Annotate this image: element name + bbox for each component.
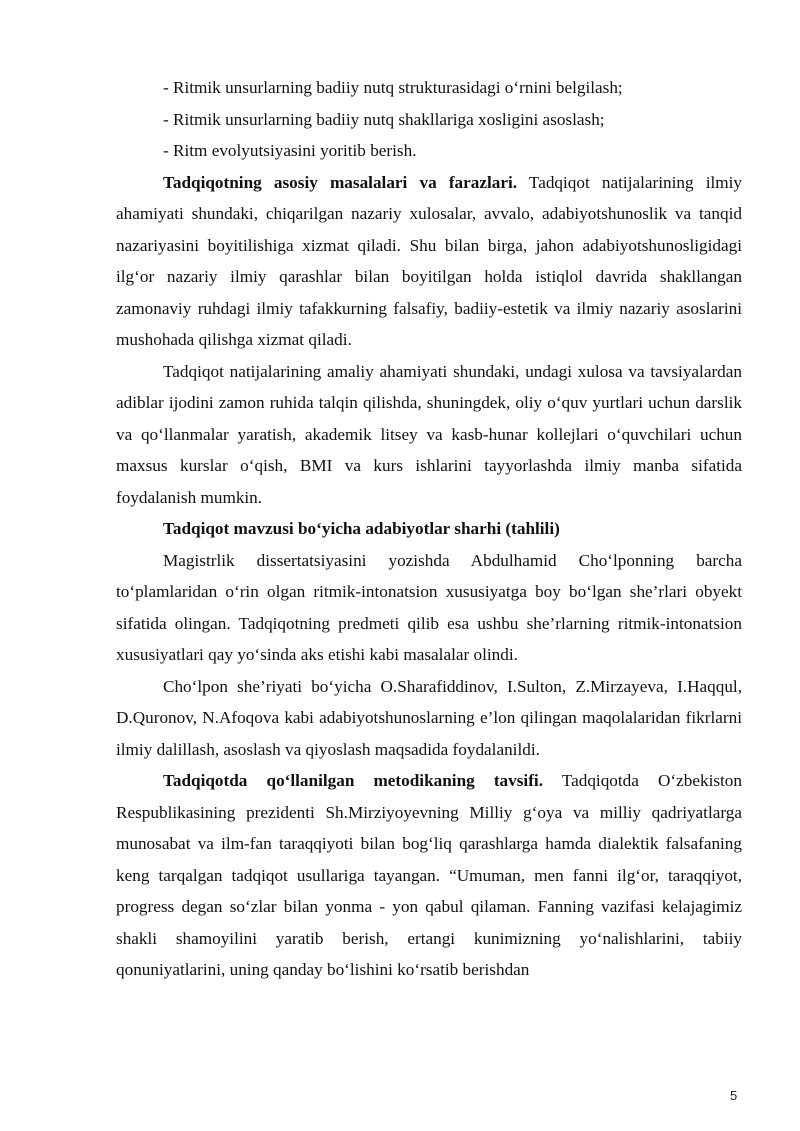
list-item-2: - Ritmik unsurlarning badiiy nutq shakllariga xosligini asoslash; [163, 109, 605, 129]
tasks-text: Tadqiqot natijalarining ilmiy ahamiyati shundaki, chiqarilgan nazariy xulosalar, avvalo, adabiyotshunoslik va tanqid nazariyasini boyitilishiga xizmat qiladi. Shu bilan birga, jahon adabiyotshunosligidagi ilg‘or nazariy ilmiy qarashlar bilan boyitilgan holda istiqlol davrida shakllangan zamonaviy ruhdagi ilmiy tafakkurning falsafiy, badiiy-estetik va ilmiy nazariy asoslarini mushohada qilishga xizmat qiladi. [116, 172, 742, 349]
section-heading-review [116, 513, 742, 545]
paragraph-practical: Tadqiqot natijalarining amaliy ahamiyati shundaki, undagi xulosa va tavsiyalardan adiblar ijodini zamon ruhida talqin qilishda, shuningdek, oliy o‘quv yurtlari uchun darslik va qo‘llanmalar yaratish, akademik litsey va kasb-hunar kollejlari o‘quvchilari uchun maxsus kurslar o‘qish, BMI va kurs ishlarini tayyorlashda ilmiy manba sifatida foydalanish mumkin. [116, 361, 742, 507]
tasks-heading: Tadqiqotning asosiy masalalari va farazlari. [163, 172, 518, 192]
page-number: 5 [730, 1088, 738, 1103]
paragraph-review-1: Magistrlik dissertatsiyasini yozishda Abdulhamid Cho‘lponning barcha to‘plamlaridan o‘rin olgan ritmik-intonatsion xususiyatga boy bo‘lgan she’rlari obyekt sifatida olingan. Tadqiqotning predmeti qilib esa ushbu she’rlarning ritmik-intonatsion xususiyatlari qay yo‘sinda aks etishi kabi masalalar olindi. [116, 550, 742, 664]
paragraph-review-2: Cho‘lpon she’riyati bo‘yicha O.Sharafiddinov, I.Sulton, Z.Mirzayeva, I.Haqqul, D.Quronov, N.Afoqova kabi adabiyotshunoslarning e’lon qilingan maqolalaridan fikrlarni ilmiy dalillash, asoslash va qiyoslash maqsadida foydalanildi. [116, 676, 742, 759]
paragraph-tasks [116, 167, 742, 356]
method-text: Tadqiqotda O‘zbekiston Respublikasining prezidenti Sh.Mirziyoyevning Milliy g‘oya va milliy qadriyatlarga munosabat va ilm-fan taraqqiyoti bilan bog‘liq qarashlarga hamda dialektik falsafaning keng tarqalgan tadqiqot usullariga tayangan. “Umuman, men fanni ilg‘or, taraqqiyot, progress degan so‘zlar bilan yonma - yon qabul qilaman. Fanning vazifasi kelajagimiz shakli shamoyilini yaratib berish, ertangi kunimizning yo‘nalishlarini, tabiiy qonuniyatlarini, uning qanday bo‘lishini ko‘rsatib berishdan [116, 771, 742, 979]
method-heading: Tadqiqotda qo‘llanilgan metodikaning tavsifi. [163, 771, 544, 790]
list-item-1: - Ritmik unsurlarning badiiy nutq strukturasidagi o‘rnini belgilash; [163, 78, 623, 97]
list-item-3: - Ritm evolyutsiyasini yoritib berish. [163, 141, 417, 160]
review-heading-text: Tadqiqot mavzusi bo‘yicha adabiyotlar sharhi (tahlili) [163, 519, 560, 538]
page-content [116, 72, 742, 986]
paragraph-method [116, 765, 742, 986]
